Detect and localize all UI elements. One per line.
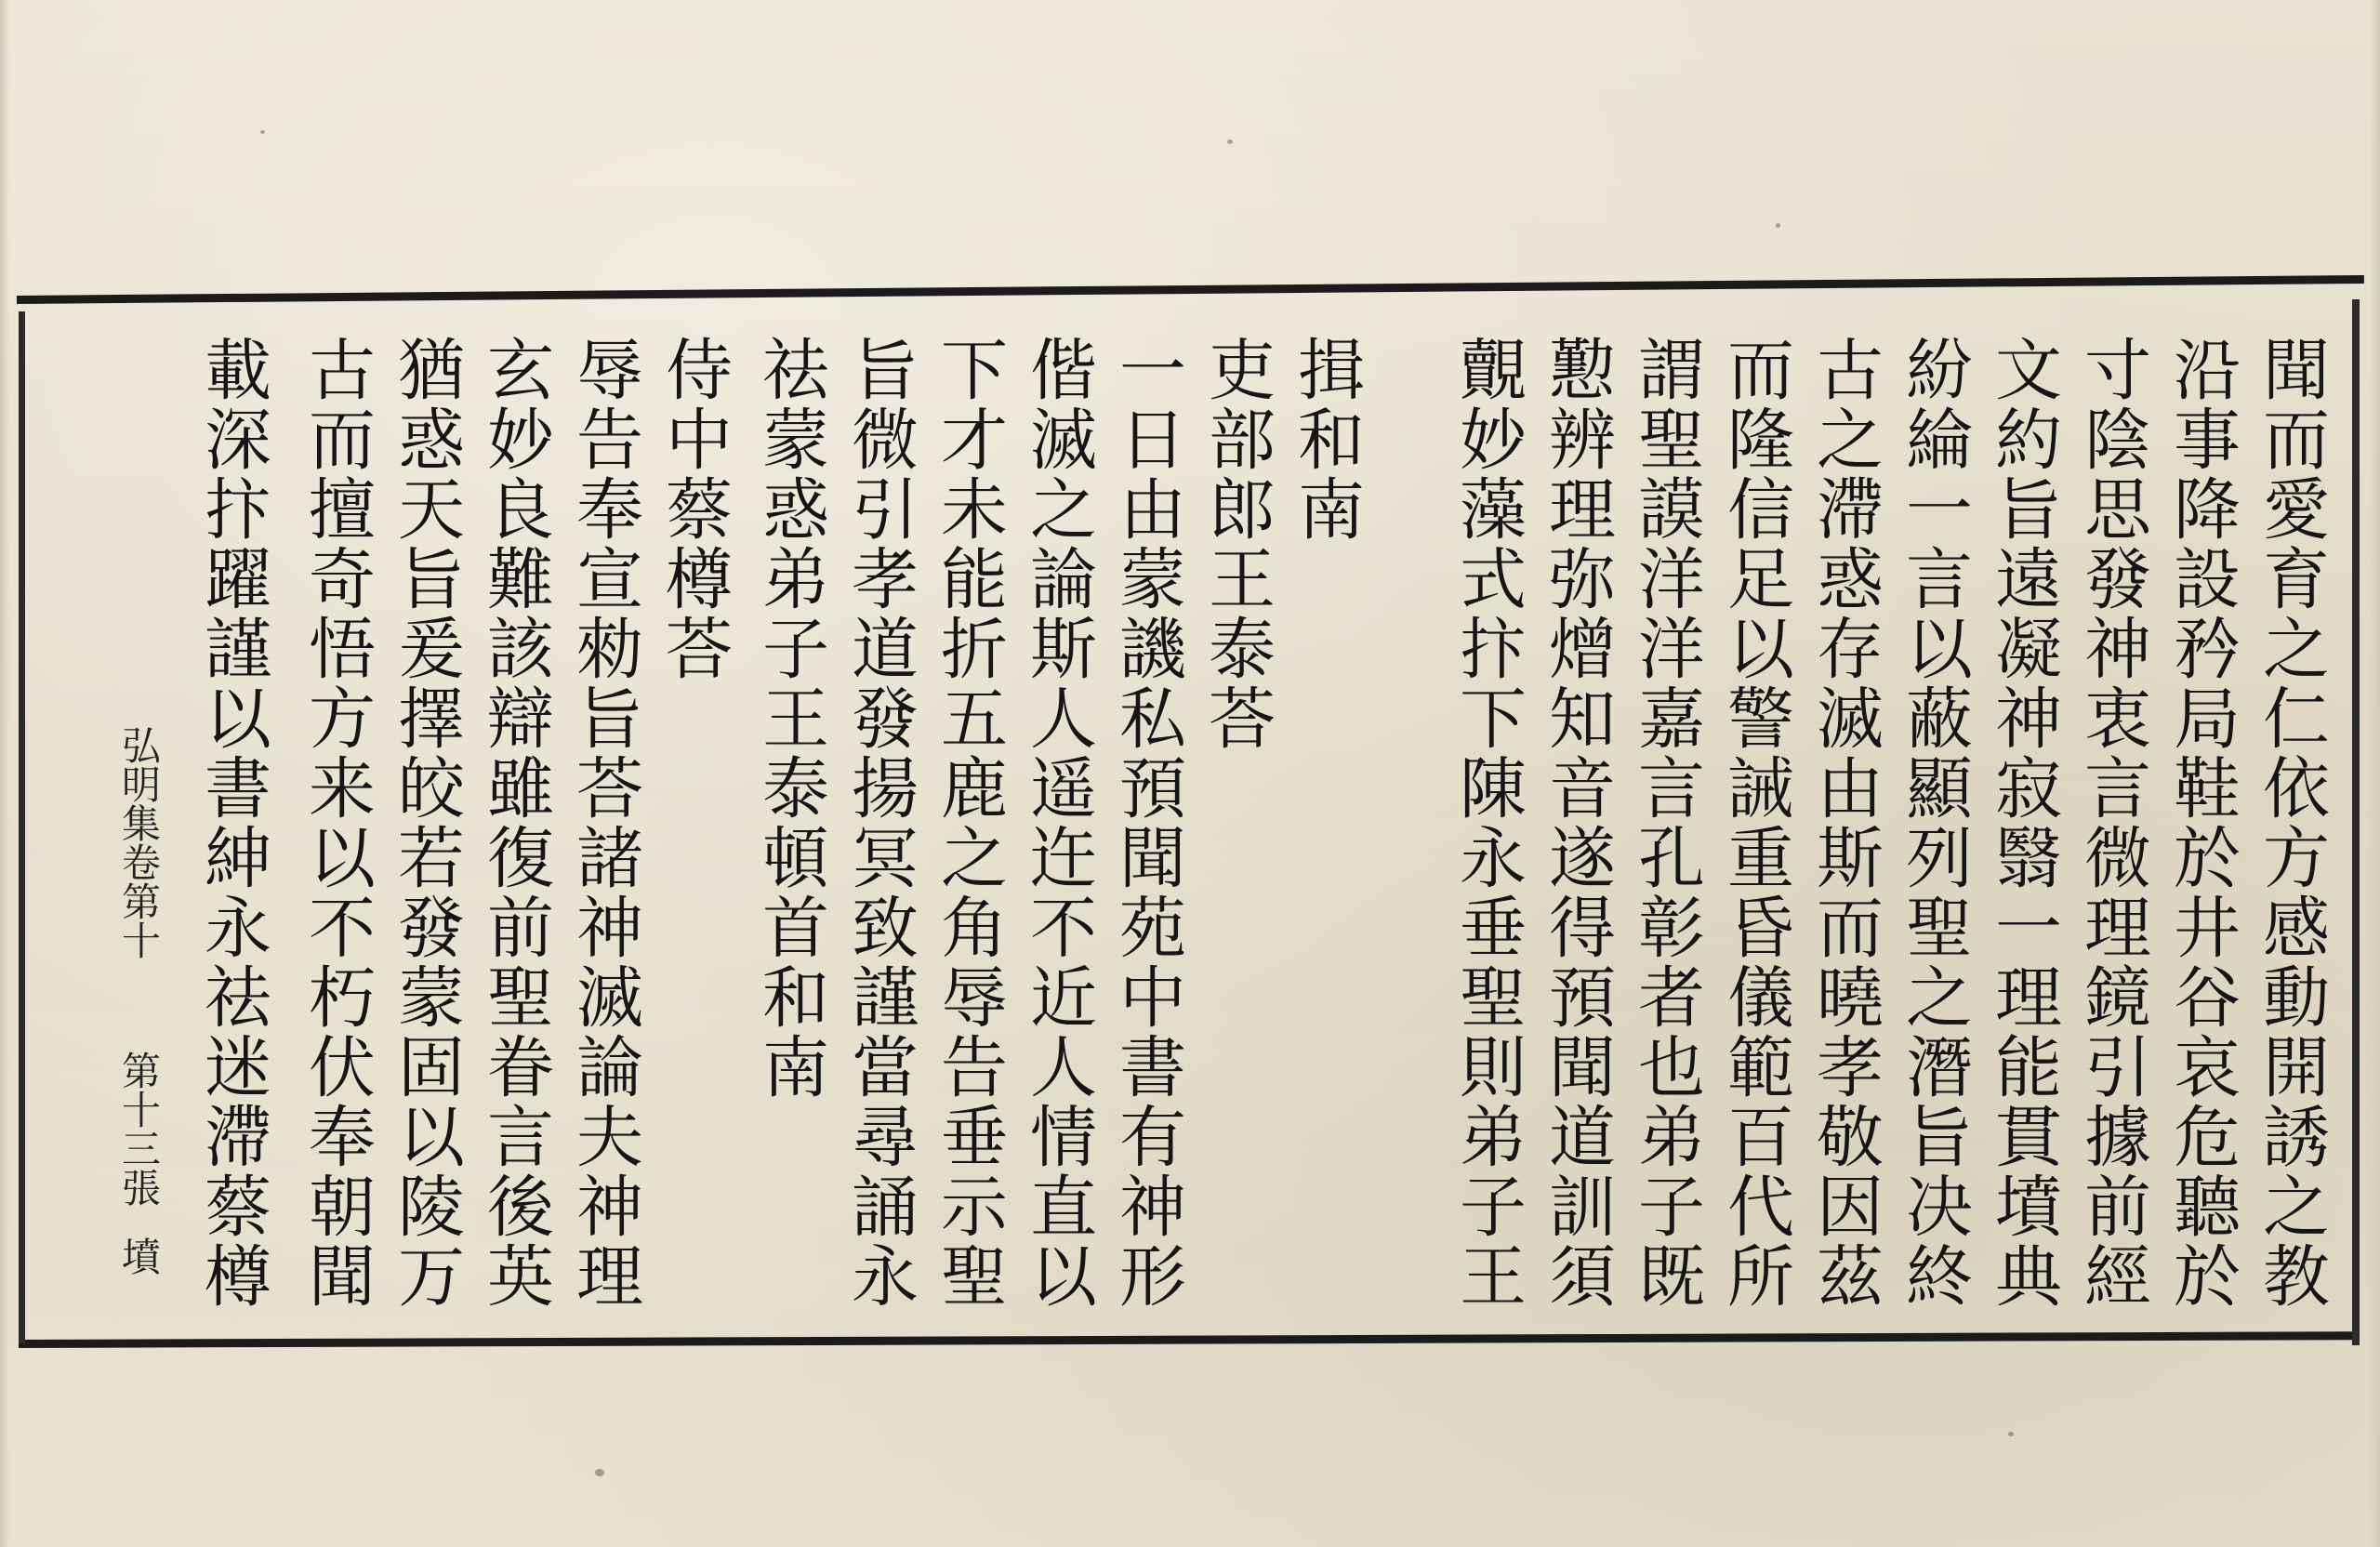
left-border-rule	[19, 311, 25, 1343]
text-column-11: 揖和南	[1287, 335, 1365, 544]
text-column-10: 覿妙藻式抃下陳永垂聖則弟子王	[1448, 335, 1527, 1311]
text-column-9: 懃辨理弥熷知音遂得預聞道訓須	[1538, 335, 1616, 1311]
text-column-6: 古之滯惑存滅由斯而曉孝敬因茲	[1805, 335, 1884, 1311]
text-column-16: 旨微引孝道發揚冥致謹當尋誦永	[840, 335, 919, 1311]
text-column-15: 下才未能折五鹿之角辱告垂示聖	[930, 335, 1008, 1311]
text-column-2: 沿事降設矜局鞋於井谷哀危聽於	[2162, 335, 2241, 1311]
text-column-1: 聞而愛育之仁依方感動開誘之教	[2252, 335, 2330, 1311]
text-column-3: 寸陰思發神衷言微理鏡引據前經	[2073, 335, 2151, 1311]
right-border-rule	[2352, 299, 2360, 1345]
paper-speck	[595, 1469, 604, 1476]
text-column-14: 偕滅之論斯人遥迕不近人情直以	[1019, 335, 1097, 1311]
text-column-23: 載深抃躍謹以書紳永祛迷滯蔡樽	[193, 335, 271, 1311]
text-column-13: 一日由蒙譏私預聞苑中書有神形	[1108, 335, 1186, 1311]
text-column-18: 侍中蔡樽荅	[654, 335, 733, 683]
colophon-page-number: 第十三張	[116, 1051, 162, 1207]
paper-speck	[260, 130, 265, 134]
paper-speck	[1227, 139, 1233, 144]
text-column-22: 古而擅奇悟方来以不朽伏奉朝聞	[298, 335, 376, 1311]
text-column-8: 謂聖謨洋洋嘉言孔彰者也弟子既	[1627, 335, 1705, 1311]
page-fold-shadow-right	[2369, 0, 2380, 1547]
text-column-12: 吏部郎王泰荅	[1197, 335, 1276, 753]
page-fold-shadow-left	[0, 0, 9, 1547]
bottom-border-rule	[19, 1331, 2357, 1348]
text-column-5: 紛綸一言以蔽顯列聖之潛旨决終	[1895, 335, 1973, 1311]
text-column-7: 而隆信足以警誡重昏儀範百代所	[1716, 335, 1794, 1311]
top-border-rule	[17, 275, 2364, 304]
paper-speck	[2008, 1432, 2014, 1436]
colophon-mark: 墳	[116, 1236, 162, 1276]
paper-speck	[1776, 223, 1780, 228]
text-column-21: 猶惑天旨爰擇皎若發蒙固以陵万	[387, 335, 465, 1311]
text-column-20: 玄妙良難該辯雖復前聖眷言後英	[476, 335, 554, 1311]
text-column-19: 辱告奉宣勑旨荅諸神滅論夫神理	[565, 335, 643, 1311]
text-column-4: 文約旨遠凝神寂翳一理能貫墳典	[1984, 335, 2062, 1311]
colophon-title: 弘明集卷第十	[116, 725, 162, 959]
text-column-17: 祛蒙惑弟子王泰頓首和南	[751, 335, 829, 1102]
